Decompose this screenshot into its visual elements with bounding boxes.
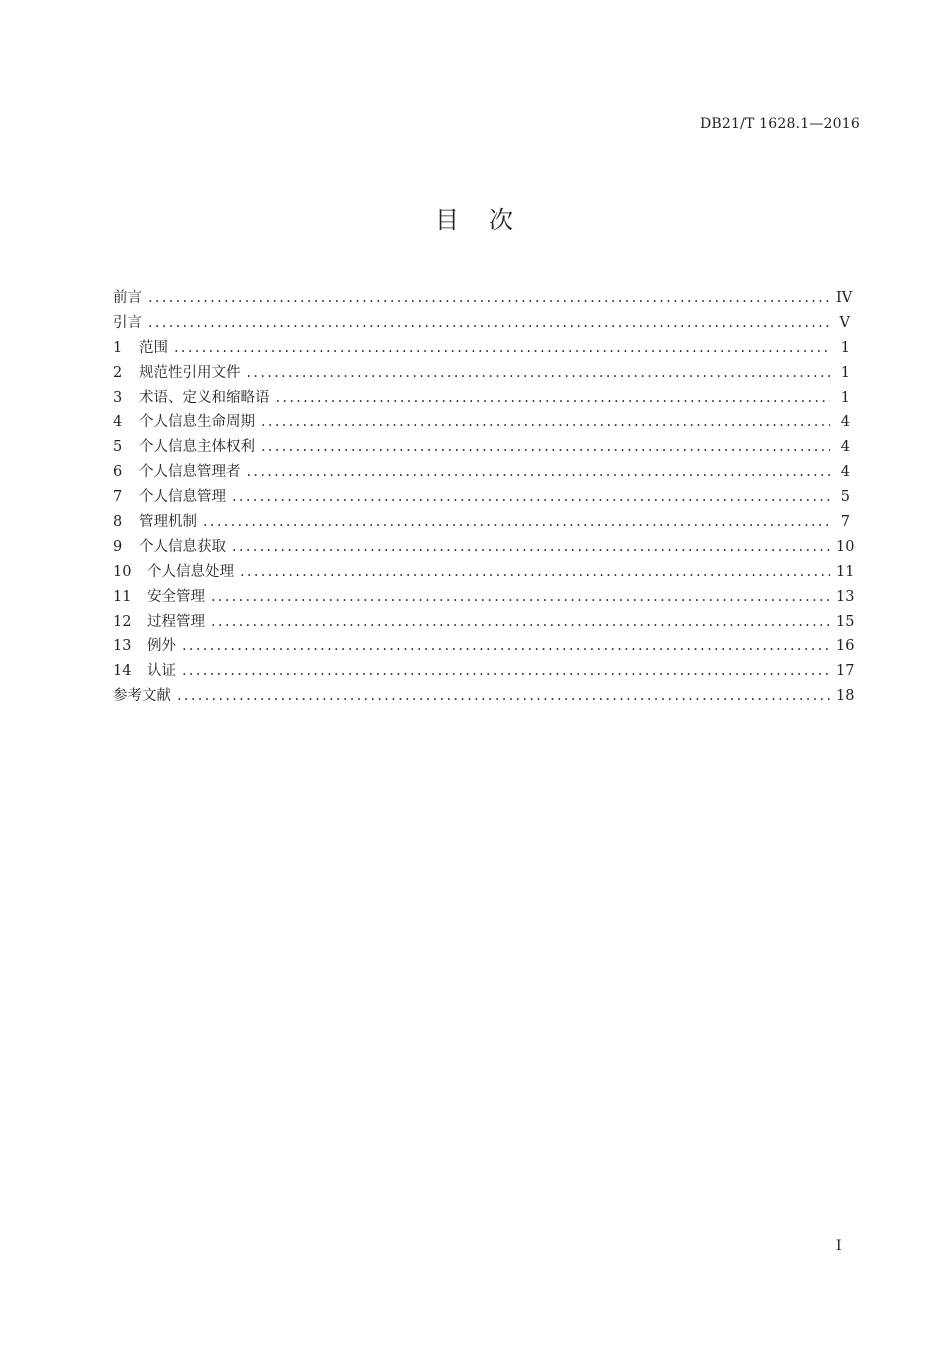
toc-leader-dots bbox=[247, 365, 831, 381]
toc-entry-number: 4 bbox=[113, 414, 123, 431]
toc-entry-page: 11 bbox=[836, 563, 855, 580]
toc-entry-13[interactable] bbox=[113, 634, 855, 659]
toc-entry-label: 前言 bbox=[113, 290, 142, 306]
toc-entry-page: 4 bbox=[840, 414, 850, 431]
toc-entry-label: 安全管理 bbox=[147, 588, 205, 605]
toc-entry-2[interactable] bbox=[113, 361, 850, 386]
toc-entry-page: IV bbox=[836, 290, 853, 306]
toc-title: 目 次 bbox=[435, 206, 515, 234]
toc-leader-dots bbox=[261, 439, 830, 455]
toc-leader-dots bbox=[232, 539, 830, 555]
toc-entry-number: 9 bbox=[113, 538, 123, 555]
toc-entry-number: 3 bbox=[113, 389, 123, 406]
toc-entry-page: 16 bbox=[836, 638, 855, 655]
toc-leader-dots bbox=[240, 564, 830, 580]
toc-entry-page: 4 bbox=[840, 464, 850, 481]
toc-entry-label: 引言 bbox=[113, 314, 142, 331]
toc-entry-page: 1 bbox=[840, 389, 850, 406]
toc-entry-label: 个人信息管理 bbox=[139, 489, 226, 506]
toc-entry-number: 6 bbox=[113, 464, 123, 481]
toc-entry-label: 认证 bbox=[147, 663, 176, 680]
toc-entry-9[interactable] bbox=[113, 535, 855, 560]
toc-entry-number: 7 bbox=[113, 489, 123, 506]
toc-entry-number: 12 bbox=[113, 613, 132, 630]
document-code: DB21/T 1628.1—2016 bbox=[699, 116, 860, 132]
toc-entry-12[interactable] bbox=[113, 610, 855, 635]
toc-entry-label: 管理机制 bbox=[139, 514, 197, 531]
toc-entry-page: 15 bbox=[836, 613, 855, 630]
toc-leader-dots bbox=[148, 315, 830, 331]
toc-entry-number: 13 bbox=[113, 638, 132, 655]
toc-entry-page: 7 bbox=[840, 514, 850, 531]
toc-leader-dots bbox=[177, 688, 830, 704]
toc-entry-label: 个人信息获取 bbox=[139, 538, 226, 555]
toc-leader-dots bbox=[148, 290, 830, 306]
toc-entry-3[interactable] bbox=[113, 386, 850, 411]
toc-entry-introduction[interactable] bbox=[113, 311, 850, 336]
toc-entry-8[interactable] bbox=[113, 510, 850, 535]
toc-entry-page: 17 bbox=[836, 663, 855, 680]
table-of-contents bbox=[113, 286, 855, 709]
toc-entry-number: 1 bbox=[113, 339, 123, 356]
toc-entry-1[interactable] bbox=[113, 336, 850, 361]
toc-entry-number: 11 bbox=[113, 588, 132, 605]
toc-entry-page: 1 bbox=[840, 339, 850, 356]
toc-entry-number: 14 bbox=[113, 663, 132, 680]
toc-entry-6[interactable] bbox=[113, 460, 850, 485]
toc-entry-7[interactable] bbox=[113, 485, 850, 510]
toc-entry-number: 2 bbox=[113, 364, 123, 381]
toc-entry-page: 13 bbox=[836, 588, 855, 605]
toc-entry-page: 1 bbox=[840, 364, 850, 381]
toc-entry-page: 18 bbox=[836, 688, 855, 705]
toc-leader-dots bbox=[182, 638, 830, 654]
toc-leader-dots bbox=[211, 589, 830, 605]
toc-entry-page: 5 bbox=[840, 489, 850, 506]
toc-leader-dots bbox=[261, 414, 830, 430]
toc-entry-page: V bbox=[839, 314, 850, 331]
toc-entry-number: 8 bbox=[113, 514, 123, 531]
toc-entry-label: 范围 bbox=[139, 339, 168, 356]
toc-entry-label: 例外 bbox=[147, 638, 176, 655]
toc-entry-label: 参考文献 bbox=[113, 688, 171, 705]
toc-entry-5[interactable] bbox=[113, 435, 850, 460]
toc-entry-page: 4 bbox=[840, 439, 850, 456]
toc-entry-page: 10 bbox=[836, 538, 855, 555]
toc-leader-dots bbox=[203, 514, 830, 530]
toc-entry-11[interactable] bbox=[113, 585, 855, 610]
toc-entry-number: 5 bbox=[113, 439, 123, 456]
toc-entry-label: 规范性引用文件 bbox=[139, 364, 241, 381]
toc-entry-label: 术语、定义和缩略语 bbox=[139, 389, 270, 406]
toc-entry-foreword[interactable] bbox=[113, 286, 853, 311]
toc-leader-dots bbox=[211, 614, 830, 630]
toc-leader-dots bbox=[247, 464, 831, 480]
toc-entry-label: 个人信息生命周期 bbox=[139, 414, 255, 431]
toc-leader-dots bbox=[276, 390, 831, 406]
toc-entry-number: 10 bbox=[113, 563, 132, 580]
toc-entry-label: 个人信息管理者 bbox=[139, 464, 241, 481]
toc-entry-14[interactable] bbox=[113, 659, 855, 684]
toc-entry-label: 个人信息处理 bbox=[147, 563, 234, 580]
toc-leader-dots bbox=[232, 489, 830, 505]
toc-entry-4[interactable] bbox=[113, 410, 850, 435]
toc-entry-label: 个人信息主体权利 bbox=[139, 439, 255, 456]
page-number: I bbox=[836, 1238, 842, 1254]
toc-leader-dots bbox=[174, 340, 830, 356]
toc-entry-references[interactable] bbox=[113, 684, 855, 709]
toc-entry-label: 过程管理 bbox=[147, 613, 205, 630]
toc-leader-dots bbox=[182, 663, 830, 679]
toc-entry-10[interactable] bbox=[113, 560, 855, 585]
